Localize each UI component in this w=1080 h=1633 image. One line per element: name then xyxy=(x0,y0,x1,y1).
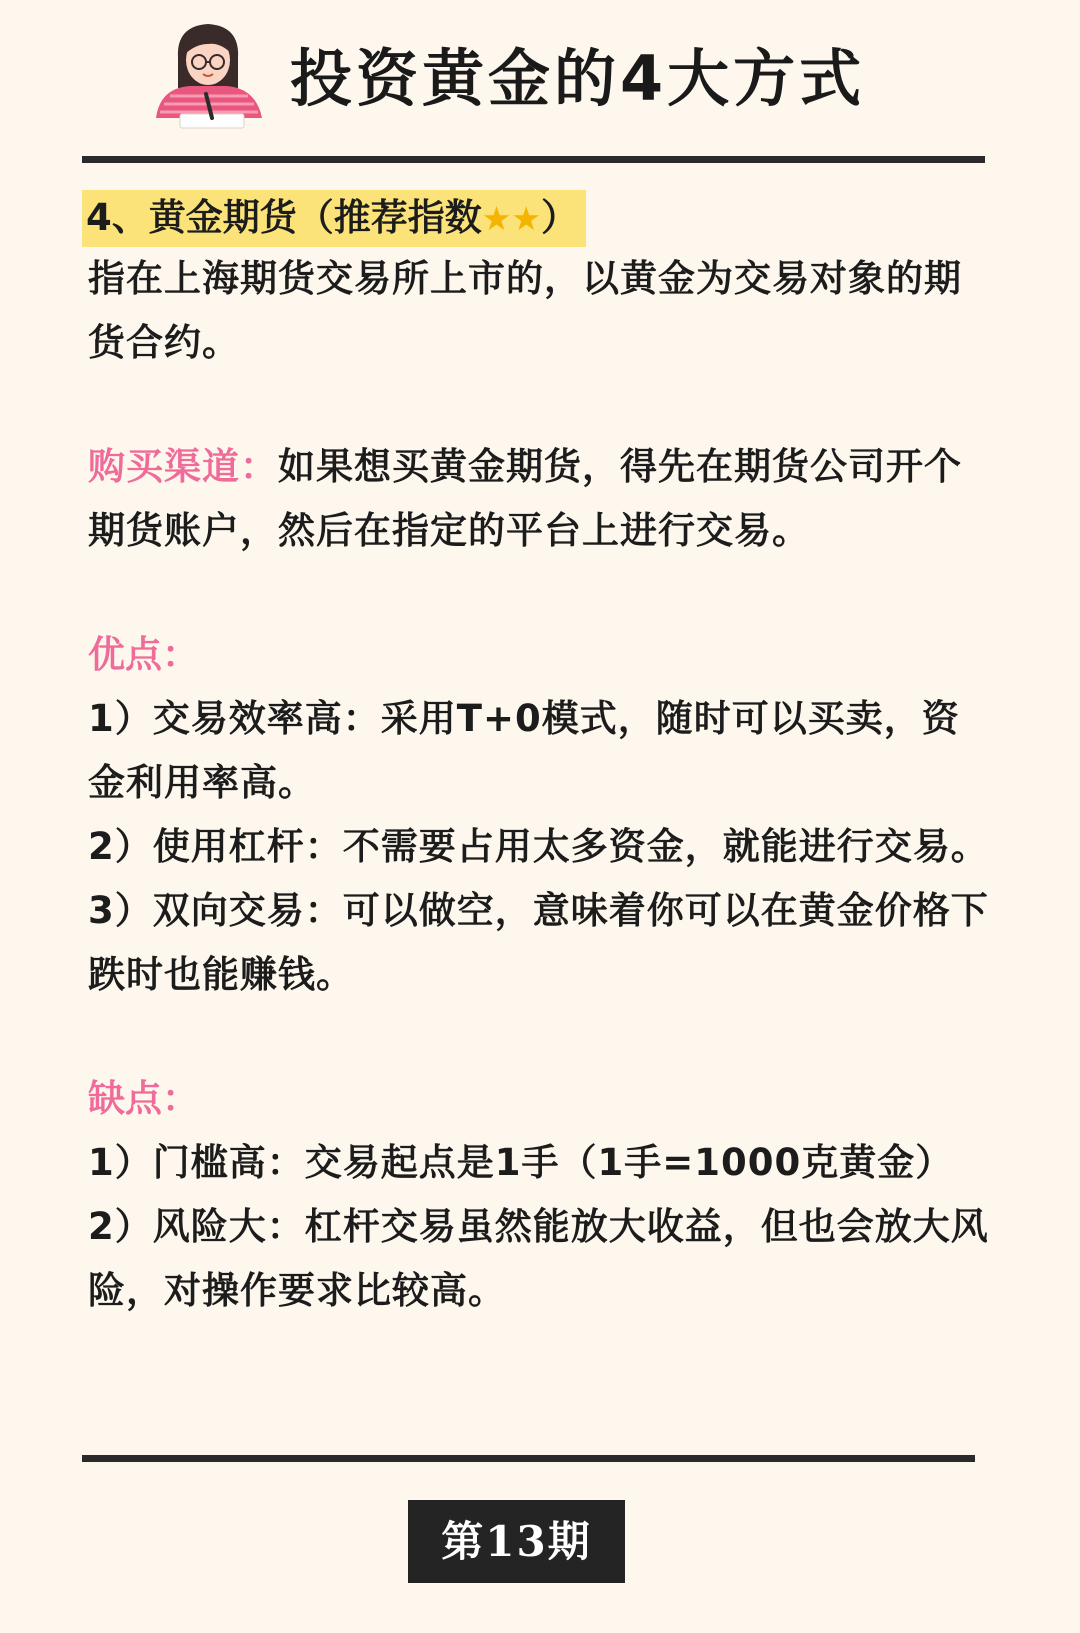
spacer xyxy=(88,375,993,435)
section-heading xyxy=(82,190,586,247)
girl-writing-icon xyxy=(150,18,268,130)
spacer xyxy=(88,563,993,623)
section-heading-close: ） xyxy=(540,196,578,239)
pros-heading: 优点： xyxy=(88,633,199,676)
star-icon: ★ xyxy=(511,199,541,238)
section-description: 指在上海期货交易所上市的，以黄金为交易对象的期货合约。 xyxy=(88,257,962,364)
page-title: 投资黄金的4大方式 xyxy=(290,42,866,115)
issue-badge: 第13期 xyxy=(408,1500,625,1583)
channel-label: 购买渠道： xyxy=(88,445,278,488)
spacer xyxy=(88,1007,993,1067)
cons-heading: 缺点： xyxy=(88,1077,199,1120)
channel-paragraph xyxy=(88,435,993,563)
pros-item: 1）交易效率高：采用T+0模式，随时可以买卖，资金利用率高。 xyxy=(88,697,960,804)
header xyxy=(150,18,910,143)
cons-item: 1）门槛高：交易起点是1手（1手=1000克黄金） xyxy=(88,1141,954,1184)
pros-item: 2）使用杠杆：不需要占用太多资金，就能进行交易。 xyxy=(88,825,989,868)
section-heading-text: 4、黄金期货（推荐指数 xyxy=(86,196,482,239)
pros-item: 3）双向交易：可以做空，意味着你可以在黄金价格下跌时也能赚钱。 xyxy=(88,889,989,996)
star-icon: ★ xyxy=(481,199,512,238)
top-divider xyxy=(82,156,985,163)
bottom-divider xyxy=(82,1455,975,1462)
channel-text: 如果想买黄金期货，得先在期货公司开个期货账户，然后在指定的平台上进行交易。 xyxy=(88,445,962,552)
cons-item: 2）风险大：杠杆交易虽然能放大收益，但也会放大风险，对操作要求比较高。 xyxy=(88,1205,989,1312)
article-body xyxy=(88,190,993,1323)
